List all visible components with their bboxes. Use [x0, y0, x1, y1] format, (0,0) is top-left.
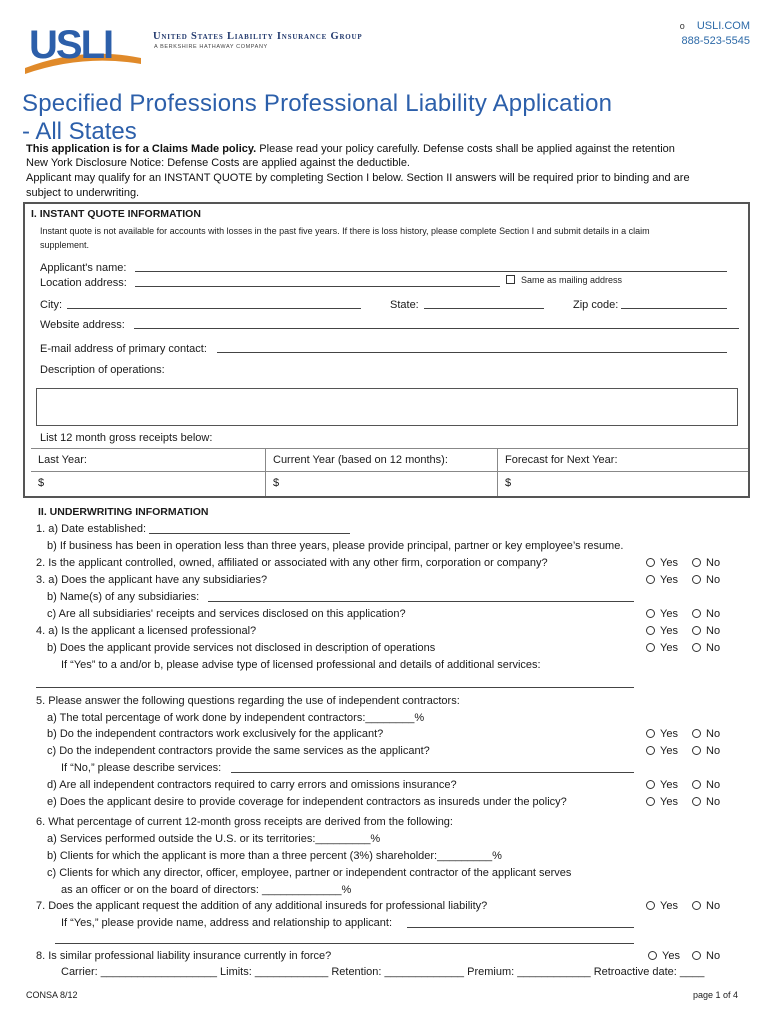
radio-icon: [692, 951, 701, 960]
q5c-note: If “No,” please describe services:: [61, 762, 222, 774]
q4b: b) Does the applicant provide services not disclosed in description of operations: [47, 642, 436, 654]
receipts-table: [31, 448, 748, 495]
radio-icon: [646, 797, 655, 806]
state-label: State:: [390, 299, 419, 311]
company-name: United States Liability Insurance Group: [153, 31, 363, 42]
q4-details-field[interactable]: [36, 687, 634, 688]
intro-rest: Please read your policy carefully. Defense costs shall be applied against the retention: [256, 143, 675, 155]
radio-icon: [646, 575, 655, 584]
email-field[interactable]: [217, 352, 727, 353]
q6c-line2: as an officer or on the board of directors: _____________%: [61, 884, 352, 896]
q3c-no-radio[interactable]: [692, 608, 720, 620]
section1-heading: I. INSTANT QUOTE INFORMATION: [31, 208, 201, 220]
city-field[interactable]: [67, 308, 361, 309]
q4a: 4. a) Is the applicant a licensed professional?: [36, 625, 257, 637]
q1b: b) If business has been in operation less than three years, please provide principal, partner or key employee’s resume.: [47, 540, 624, 552]
radio-icon: [646, 558, 655, 567]
usli-logo: [23, 16, 143, 76]
same-as-mailing-checkbox[interactable]: [506, 275, 622, 285]
no-label: No: [706, 574, 721, 586]
q7: 7. Does the applicant request the addition of any additional insureds for professional liability?: [36, 900, 488, 912]
q2: 2. Is the applicant controlled, owned, affiliated or associated with any other firm, corporation or company?: [36, 557, 548, 569]
q5c-no-radio[interactable]: [692, 745, 720, 757]
current-year-cell: [266, 449, 498, 496]
company-subtitle: A BERKSHIRE HATHAWAY COMPANY: [154, 44, 268, 50]
email-label: E-mail address of primary contact:: [40, 343, 207, 355]
radio-icon: [646, 729, 655, 738]
q5e-yes-radio[interactable]: [646, 796, 678, 808]
location-address-label: Location address:: [40, 277, 127, 289]
q5c-yes-radio[interactable]: [646, 745, 678, 757]
logo-text: USLI: [29, 23, 113, 67]
radio-icon: [692, 729, 701, 738]
radio-icon: [646, 609, 655, 618]
q3b: b) Name(s) of any subsidiaries:: [47, 591, 200, 603]
section1-note2: supplement.: [40, 240, 90, 250]
intro-line1: [26, 143, 675, 155]
forecast-input[interactable]: $: [505, 477, 512, 489]
q8-no-radio[interactable]: [692, 950, 720, 962]
radio-icon: [646, 746, 655, 755]
same-as-mailing-label: Same as mailing address: [521, 275, 623, 285]
intro-line2: New York Disclosure Notice: Defense Costs are applied against the deductible.: [26, 157, 410, 169]
radio-icon: [692, 780, 701, 789]
q5e: e) Does the applicant desire to provide coverage for independent contractors as insureds under the policy?: [47, 796, 567, 808]
q7-insureds-field-2[interactable]: [55, 943, 634, 944]
description-field[interactable]: [36, 388, 738, 426]
radio-icon: [646, 643, 655, 652]
intro-line4: subject to underwriting.: [26, 187, 140, 199]
yes-label: Yes: [660, 900, 678, 912]
applicant-name-field[interactable]: [135, 271, 727, 272]
q5d-no-radio[interactable]: [692, 779, 720, 791]
q5: 5. Please answer the following questions regarding the use of independent contractors:: [36, 695, 460, 707]
radio-icon: [692, 609, 701, 618]
no-label: No: [706, 900, 721, 912]
q6a: a) Services performed outside the U.S. or its territories:_________%: [47, 833, 381, 845]
applicant-name-label: Applicant's name:: [40, 262, 127, 274]
q6: 6. What percentage of current 12-month gross receipts are derived from the following:: [36, 816, 453, 828]
yes-label: Yes: [660, 779, 678, 791]
last-year-cell: [31, 449, 266, 496]
form-id: CONSA 8/12: [26, 990, 78, 1000]
q4a-yes-radio[interactable]: [646, 625, 678, 637]
section1-note: Instant quote is not available for accounts with losses in the past five years. If there is loss history, please complete Section I and submit details in a claim: [40, 226, 650, 236]
q7-yes-radio[interactable]: [646, 900, 678, 912]
location-address-field[interactable]: [135, 286, 500, 287]
current-year-label: Current Year (based on 12 months):: [273, 454, 448, 466]
last-year-label: Last Year:: [38, 454, 87, 466]
state-field[interactable]: [424, 308, 544, 309]
radio-icon: [692, 797, 701, 806]
q5d: d) Are all independent contractors required to carry errors and omissions insurance?: [47, 779, 457, 791]
page-number: page 1 of 4: [692, 990, 738, 1000]
bullet-icon: o: [679, 21, 685, 31]
q4b-yes-radio[interactable]: [646, 642, 678, 654]
q6b: b) Clients for which the applicant is more than a three percent (3%) shareholder:_________%: [47, 850, 502, 862]
city-label: City:: [40, 299, 62, 311]
q4-note: If “Yes” to a and/or b, please advise type of licensed professional and details of additional services:: [61, 659, 541, 671]
contact-info: [680, 19, 750, 49]
yes-label: Yes: [660, 574, 678, 586]
zip-label: Zip code:: [573, 299, 619, 311]
current-year-input[interactable]: $: [273, 477, 280, 489]
q4a-no-radio[interactable]: [692, 625, 720, 637]
date-established-field[interactable]: [149, 533, 350, 534]
description-label: Description of operations:: [40, 364, 165, 376]
no-label: No: [706, 745, 721, 757]
q3a: 3. a) Does the applicant have any subsidiaries?: [36, 574, 268, 586]
q8: 8. Is similar professional liability insurance currently in force?: [36, 950, 332, 962]
radio-icon: [692, 558, 701, 567]
yes-label: Yes: [660, 796, 678, 808]
yes-label: Yes: [660, 557, 678, 569]
yes-label: Yes: [660, 745, 678, 757]
radio-icon: [646, 780, 655, 789]
q7-insureds-field[interactable]: [407, 927, 634, 928]
yes-label: Yes: [660, 728, 678, 740]
yes-label: Yes: [660, 642, 678, 654]
last-year-input[interactable]: $: [38, 477, 45, 489]
q3c: c) Are all subsidiaries' receipts and services disclosed on this application?: [47, 608, 406, 620]
q6c: c) Clients for which any director, officer, employee, partner or independent contractor of the applicant serves: [47, 867, 572, 879]
phone-number: 888-523-5545: [681, 35, 750, 47]
q1a: 1. a) Date established:: [36, 523, 147, 535]
section2-heading: II. UNDERWRITING INFORMATION: [38, 506, 209, 518]
q7-note: If “Yes,” please provide name, address and relationship to applicant:: [61, 917, 393, 929]
q3a-no-radio[interactable]: [692, 574, 720, 586]
no-label: No: [706, 642, 721, 654]
q7-no-radio[interactable]: [692, 900, 720, 912]
q2-yes-radio[interactable]: [646, 557, 678, 569]
radio-icon: [692, 575, 701, 584]
intro-line3: Applicant may qualify for an INSTANT QUOTE by completing Section I below. Section II answers will be required prior to binding and are: [26, 172, 690, 184]
receipts-label: List 12 month gross receipts below:: [40, 432, 213, 444]
radio-icon: [692, 643, 701, 652]
website-field[interactable]: [134, 328, 739, 329]
q4b-no-radio[interactable]: [692, 642, 720, 654]
q5a: a) The total percentage of work done by independent contractors:________%: [47, 712, 425, 724]
checkbox-icon: [506, 275, 515, 284]
no-label: No: [706, 950, 721, 962]
radio-icon: [646, 626, 655, 635]
page-title: Specified Professions Professional Liability Application: [22, 90, 613, 117]
no-label: No: [706, 796, 721, 808]
q2-no-radio[interactable]: [692, 557, 720, 569]
forecast-label: Forecast for Next Year:: [505, 454, 618, 466]
contact-site-text: USLI.COM: [696, 20, 750, 32]
no-label: No: [706, 779, 721, 791]
q5b: b) Do the independent contractors work exclusively for the applicant?: [47, 728, 384, 740]
yes-label: Yes: [660, 608, 678, 620]
radio-icon: [692, 626, 701, 635]
no-label: No: [706, 557, 721, 569]
q3c-yes-radio[interactable]: [646, 608, 678, 620]
website-link[interactable]: [680, 19, 750, 34]
page-title-line2: - All States: [22, 118, 137, 145]
q8-fields[interactable]: Carrier: ___________________ Limits: ____________ Retention: _____________ Premium: ____________ Retroactive date: ____: [61, 966, 705, 978]
forecast-cell: [498, 449, 748, 496]
yes-label: Yes: [660, 625, 678, 637]
no-label: No: [706, 728, 721, 740]
radio-icon: [648, 951, 657, 960]
website-label: Website address:: [40, 319, 125, 331]
q5b-no-radio[interactable]: [692, 728, 720, 740]
no-label: No: [706, 608, 721, 620]
q5c: c) Do the independent contractors provide the same services as the applicant?: [47, 745, 430, 757]
yes-label: Yes: [662, 950, 680, 962]
q5b-yes-radio[interactable]: [646, 728, 678, 740]
q8-yes-radio[interactable]: [648, 950, 680, 962]
radio-icon: [646, 901, 655, 910]
radio-icon: [692, 746, 701, 755]
intro-bold: This application is for a Claims Made policy.: [26, 143, 257, 155]
subsidiaries-field[interactable]: [208, 601, 634, 602]
q3a-yes-radio[interactable]: [646, 574, 678, 586]
radio-icon: [692, 901, 701, 910]
q5c-services-field[interactable]: [231, 772, 634, 773]
q5e-no-radio[interactable]: [692, 796, 720, 808]
zip-field[interactable]: [621, 308, 727, 309]
q5d-yes-radio[interactable]: [646, 779, 678, 791]
no-label: No: [706, 625, 721, 637]
